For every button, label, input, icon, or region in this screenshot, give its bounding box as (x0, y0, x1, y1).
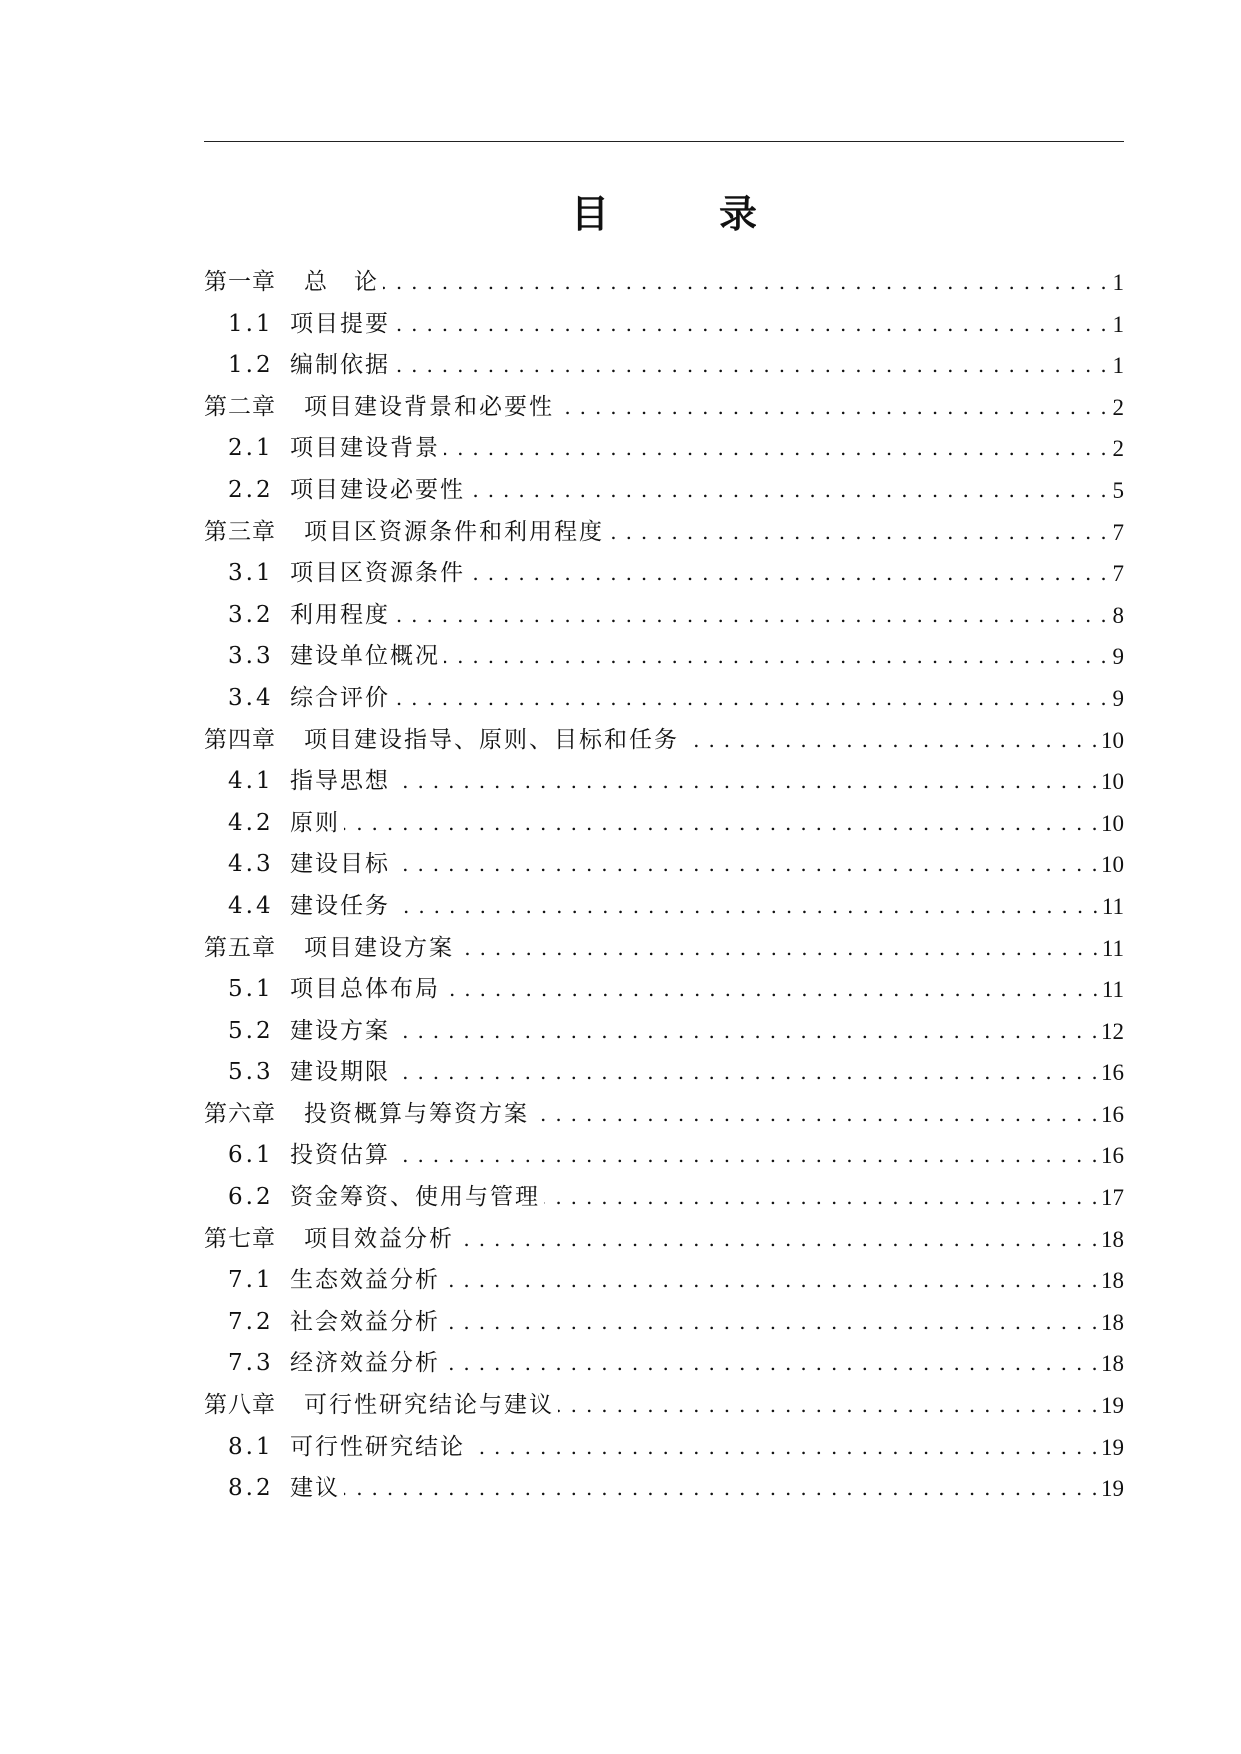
toc-section-number: 5.1 (228, 976, 274, 1003)
toc-leader-dots (394, 678, 1108, 720)
toc-leader-dots (444, 969, 1100, 1011)
toc-page-number: 18 (1101, 1309, 1124, 1335)
toc-leader-dots (444, 1343, 1099, 1385)
toc-page-number: 2 (1112, 436, 1124, 462)
toc-page-number: 1 (1112, 270, 1124, 295)
toc-leader-dots (383, 262, 1108, 304)
toc-section-number: 7.2 (228, 1308, 274, 1335)
toc-page-number: 1 (1112, 311, 1124, 337)
toc-page-number: 19 (1101, 1434, 1124, 1460)
toc-chapter-number: 第一章 (204, 269, 276, 295)
toc-section-number: 3.2 (228, 601, 274, 628)
toc-section-number: 3.3 (228, 643, 274, 670)
toc-page-number: 10 (1101, 810, 1124, 836)
table-of-contents (204, 262, 1124, 1510)
toc-entry-label: 项目建设指导、原则、目标和任务 (304, 726, 679, 753)
toc-section-number: 7.3 (228, 1350, 274, 1377)
toc-entry-label: 项目提要 (290, 310, 390, 337)
toc-leader-dots (469, 553, 1108, 595)
toc-entry-label: 总 论 (304, 269, 379, 295)
toc-page-number: 9 (1112, 644, 1124, 670)
toc-page-number: 11 (1101, 977, 1124, 1003)
toc-leader-dots (533, 1094, 1099, 1136)
toc-page-number: 19 (1101, 1476, 1124, 1502)
toc-leader-dots (394, 345, 1108, 387)
toc-entry-label: 利用程度 (290, 601, 390, 628)
toc-leader-dots (394, 886, 1100, 928)
toc-section-entry[interactable] (204, 761, 1124, 803)
toc-entry-label: 投资估算 (290, 1142, 390, 1169)
toc-section-number: 4.2 (228, 809, 274, 836)
toc-chapter-entry[interactable] (204, 928, 1124, 970)
toc-page-number: 10 (1101, 852, 1124, 878)
header-rule (204, 141, 1124, 142)
toc-page-number: 17 (1101, 1185, 1124, 1211)
toc-page-number: 9 (1112, 685, 1124, 711)
toc-section-entry[interactable] (204, 678, 1124, 720)
toc-page-number: 11 (1101, 893, 1124, 919)
toc-section-number: 1.2 (228, 352, 274, 379)
toc-page-number: 12 (1101, 1018, 1124, 1044)
toc-section-number: 6.2 (228, 1184, 274, 1211)
toc-chapter-entry[interactable] (204, 387, 1124, 429)
toc-leader-dots (558, 1385, 1099, 1427)
toc-page-number: 7 (1112, 561, 1124, 587)
toc-entry-label: 项目建设方案 (304, 934, 454, 961)
toc-section-number: 3.4 (228, 684, 274, 711)
toc-chapter-entry[interactable] (204, 1385, 1124, 1427)
toc-entry-label: 建设目标 (290, 851, 390, 878)
toc-entry-label: 综合评价 (290, 684, 390, 711)
toc-section-entry[interactable] (204, 595, 1124, 637)
toc-entry-label: 项目建设背景和必要性 (304, 393, 554, 420)
toc-entry-label: 项目建设必要性 (290, 476, 465, 503)
toc-page-number: 16 (1101, 1060, 1124, 1086)
toc-section-entry[interactable] (204, 803, 1124, 845)
toc-section-entry[interactable] (204, 1011, 1124, 1053)
toc-entry-label: 编制依据 (290, 352, 390, 379)
toc-entry-label: 建议 (290, 1475, 340, 1502)
toc-entry-label: 资金筹资、使用与管理 (290, 1184, 540, 1211)
toc-section-entry[interactable] (204, 428, 1124, 470)
toc-leader-dots (444, 1302, 1099, 1344)
toc-page-number: 11 (1101, 935, 1124, 961)
toc-entry-label: 项目建设背景 (290, 435, 440, 462)
toc-leader-dots (394, 761, 1099, 803)
toc-section-number: 8.2 (228, 1475, 274, 1502)
toc-section-number: 4.4 (228, 892, 274, 919)
toc-title-char-1: 目 (570, 192, 609, 236)
toc-section-entry[interactable] (204, 636, 1124, 678)
toc-entry-label: 指导思想 (290, 768, 390, 795)
toc-leader-dots (469, 470, 1108, 512)
toc-section-entry[interactable] (204, 553, 1124, 595)
toc-leader-dots (458, 928, 1100, 970)
toc-leader-dots (394, 595, 1108, 637)
toc-section-number: 5.2 (228, 1017, 274, 1044)
toc-page-number: 5 (1112, 477, 1124, 503)
toc-entry-label: 建设方案 (290, 1017, 390, 1044)
toc-leader-dots (344, 803, 1099, 845)
toc-chapter-number: 第四章 (204, 726, 276, 753)
toc-entry-label: 建设任务 (290, 892, 390, 919)
toc-leader-dots (444, 428, 1108, 470)
toc-section-number: 8.1 (228, 1433, 274, 1460)
toc-title (204, 186, 1124, 242)
toc-leader-dots (683, 720, 1099, 762)
toc-section-entry[interactable] (204, 886, 1124, 928)
toc-section-entry[interactable] (204, 470, 1124, 512)
toc-page-number: 18 (1101, 1268, 1124, 1294)
toc-page-number: 18 (1101, 1226, 1124, 1252)
toc-section-number: 2.1 (228, 435, 274, 462)
toc-chapter-number: 第七章 (204, 1225, 276, 1252)
toc-page-number: 10 (1101, 769, 1124, 795)
toc-leader-dots (608, 512, 1108, 554)
toc-entry-label: 项目区资源条件 (290, 560, 465, 587)
toc-leader-dots (394, 1135, 1099, 1177)
toc-entry-label: 投资概算与筹资方案 (304, 1100, 529, 1127)
toc-leader-dots (344, 1468, 1099, 1510)
toc-chapter-entry[interactable] (204, 1094, 1124, 1136)
toc-section-entry[interactable] (204, 1343, 1124, 1385)
toc-chapter-number: 第五章 (204, 934, 276, 961)
toc-page-number: 1 (1112, 353, 1124, 379)
toc-chapter-number: 第八章 (204, 1392, 276, 1419)
toc-chapter-entry[interactable] (204, 512, 1124, 554)
toc-leader-dots (558, 387, 1108, 429)
toc-section-entry[interactable] (204, 304, 1124, 346)
toc-entry-label: 社会效益分析 (290, 1308, 440, 1335)
toc-section-entry[interactable] (204, 1135, 1124, 1177)
toc-section-number: 2.2 (228, 476, 274, 503)
toc-entry-label: 建设期限 (290, 1059, 390, 1086)
toc-section-entry[interactable] (204, 844, 1124, 886)
toc-section-number: 5.3 (228, 1059, 274, 1086)
toc-section-entry[interactable] (204, 1177, 1124, 1219)
toc-leader-dots (394, 1011, 1099, 1053)
toc-page-number: 7 (1112, 519, 1124, 545)
toc-entry-label: 项目效益分析 (304, 1225, 454, 1252)
toc-section-entry[interactable] (204, 1302, 1124, 1344)
toc-chapter-entry[interactable] (204, 1219, 1124, 1261)
toc-section-entry[interactable] (204, 1468, 1124, 1510)
toc-title-char-2: 录 (719, 192, 758, 236)
toc-leader-dots (469, 1427, 1099, 1469)
toc-chapter-number: 第二章 (204, 393, 276, 420)
toc-page-number: 18 (1101, 1351, 1124, 1377)
toc-entry-label: 生态效益分析 (290, 1267, 440, 1294)
toc-entry-label: 项目区资源条件和利用程度 (304, 518, 604, 545)
toc-leader-dots (458, 1219, 1099, 1261)
toc-section-number: 4.3 (228, 851, 274, 878)
toc-section-number: 7.1 (228, 1267, 274, 1294)
toc-section-entry[interactable] (204, 969, 1124, 1011)
toc-chapter-entry[interactable] (204, 262, 1124, 304)
toc-leader-dots (444, 636, 1108, 678)
toc-page-number: 19 (1101, 1393, 1124, 1419)
toc-entry-label: 可行性研究结论与建议 (304, 1392, 554, 1419)
toc-entry-label: 经济效益分析 (290, 1350, 440, 1377)
toc-section-number: 6.1 (228, 1142, 274, 1169)
toc-leader-dots (544, 1177, 1099, 1219)
toc-page-number: 16 (1101, 1143, 1124, 1169)
toc-page-number: 10 (1101, 727, 1124, 753)
toc-leader-dots (394, 304, 1108, 346)
toc-leader-dots (444, 1260, 1099, 1302)
toc-section-number: 4.1 (228, 768, 274, 795)
toc-section-entry[interactable] (204, 1427, 1124, 1469)
toc-page-number: 16 (1101, 1101, 1124, 1127)
toc-chapter-number: 第三章 (204, 518, 276, 545)
toc-section-number: 3.1 (228, 560, 274, 587)
toc-section-entry[interactable] (204, 1260, 1124, 1302)
toc-entry-label: 原则 (290, 809, 340, 836)
toc-page-number: 2 (1112, 394, 1124, 420)
toc-section-entry[interactable] (204, 345, 1124, 387)
toc-section-number: 1.1 (228, 310, 274, 337)
toc-leader-dots (394, 1052, 1099, 1094)
toc-entry-label: 可行性研究结论 (290, 1433, 465, 1460)
toc-chapter-entry[interactable] (204, 720, 1124, 762)
toc-entry-label: 建设单位概况 (290, 643, 440, 670)
toc-chapter-number: 第六章 (204, 1100, 276, 1127)
toc-page-number: 8 (1112, 602, 1124, 628)
toc-section-entry[interactable] (204, 1052, 1124, 1094)
toc-leader-dots (394, 844, 1099, 886)
toc-entry-label: 项目总体布局 (290, 976, 440, 1003)
